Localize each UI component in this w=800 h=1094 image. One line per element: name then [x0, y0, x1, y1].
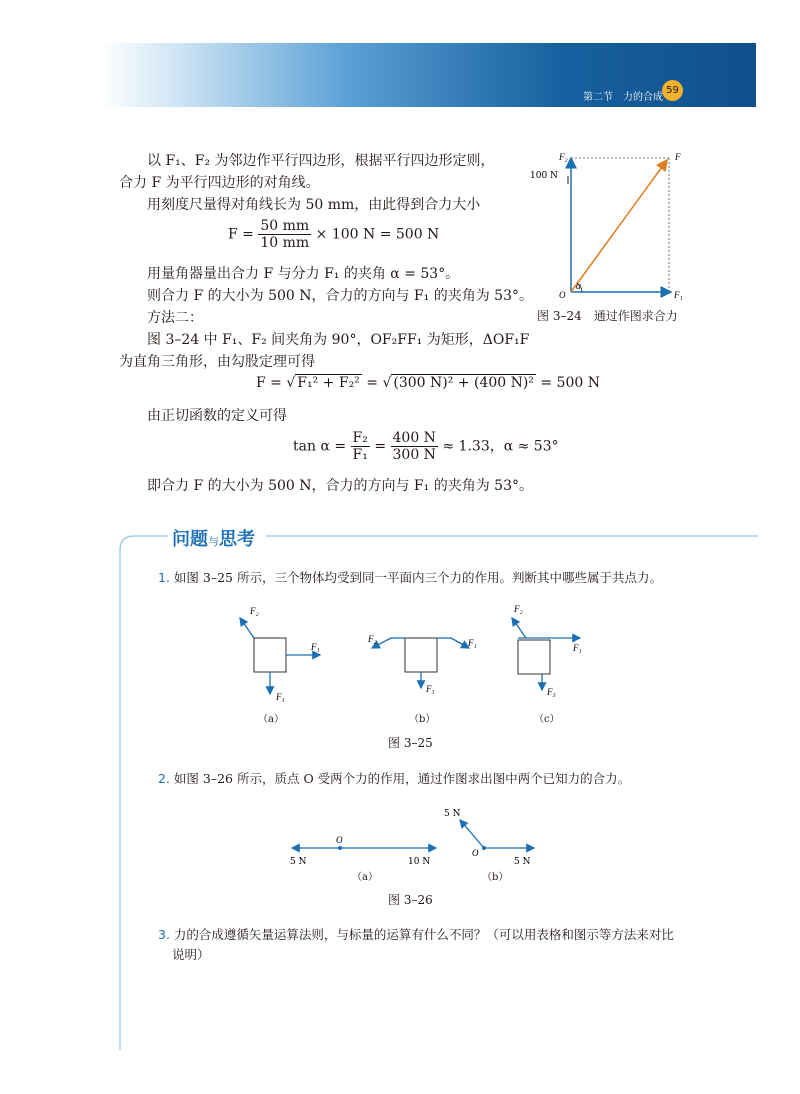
fig326-sub-a: （a） — [352, 872, 378, 883]
body-line-7: 图 3–24 中 F₁、F₂ 间夹角为 90°，OF₂FF₁ 为矩形，ΔOF₁F — [147, 332, 530, 348]
fig325-sub-a: （a） — [258, 714, 284, 725]
fig326b-right-label: 5 N — [514, 857, 531, 867]
fig325c-f2-arrow — [512, 618, 526, 638]
question-2-text: 如图 3–26 所示，质点 O 受两个力的作用，通过作图求出图中两个已知力的合力。 — [173, 771, 631, 786]
question-3 — [158, 925, 674, 945]
question-1-text: 如图 3–25 所示，三个物体均受到同一平面内三个力的作用。判断其中哪些属于共点力。 — [173, 570, 662, 585]
resultant-vector — [571, 160, 667, 292]
question-3-text-cont: 说明） — [172, 947, 210, 962]
fig325b-f3-label: F₃ — [426, 684, 435, 694]
header-section-title: 第二节 力的合成 — [583, 92, 663, 103]
fig325a-f2-arrow — [240, 618, 254, 638]
eq3-num2: 400 N — [392, 430, 436, 446]
section-title — [172, 525, 255, 551]
figure-3-26-caption: 图 3–26 — [388, 893, 433, 907]
body-line-1: 以 F₁、F₂ 为邻边作平行四边形，根据平行四边形定则， — [147, 153, 495, 169]
fig326a-point-o — [338, 846, 342, 850]
fig326a-left-label: 5 N — [290, 857, 307, 867]
fig325a-f2-label: F₂ — [250, 606, 259, 616]
fig325c-box — [518, 640, 550, 674]
figure-3-24 — [528, 146, 688, 306]
fig325c-f2-label: F₂ — [514, 604, 523, 614]
eq2-radicand-2: (300 N)² + (400 N)² — [393, 375, 534, 391]
fig325b-f1-arrow — [451, 638, 469, 648]
fig325b-f2-label: F₂ — [368, 634, 377, 644]
page-number: 59 — [662, 80, 683, 101]
section-title-a: 问题 — [172, 529, 208, 550]
eq3-fraction-1 — [351, 430, 370, 463]
fig326-sub-b: （b） — [482, 872, 509, 883]
eq1-fraction — [258, 218, 311, 251]
fig326b-point-o — [482, 846, 486, 850]
eq3-num1: F₂ — [352, 430, 368, 446]
figure-3-25-caption: 图 3–25 — [388, 736, 433, 750]
fig324-f1-label: F₁ — [674, 290, 683, 300]
eq3-eq: = — [374, 438, 387, 455]
fig324-scale-label: 100 N — [530, 171, 558, 181]
body-line-10: 即合力 F 的大小为 500 N，合力的方向与 F₁ 的夹角为 53°。 — [147, 478, 533, 494]
fig325-sub-b: （b） — [409, 714, 436, 725]
body-line-3: 用刻度尺量得对角线长为 50 mm，由此得到合力大小 — [147, 197, 481, 213]
eq2-rhs: = 500 N — [540, 375, 600, 391]
body-line-9: 由正切函数的定义可得 — [147, 408, 287, 424]
eq3-fraction-2 — [391, 430, 438, 463]
section-title-b: 思考 — [219, 529, 255, 550]
eq3-den2: 300 N — [392, 447, 436, 463]
equation-3 — [293, 430, 559, 463]
body-line-8: 为直角三角形，由勾股定理可得 — [119, 354, 315, 370]
sqrt-sign-2: √ — [382, 375, 392, 391]
fig325c-f1-label: F₁ — [573, 643, 582, 653]
section-title-yu: 与 — [208, 535, 219, 548]
eq1-den: 10 mm — [260, 235, 310, 251]
question-2 — [158, 769, 630, 789]
body-line-5: 则合力 F 的大小为 500 N，合力的方向与 F₁ 的夹角为 53°。 — [147, 288, 533, 304]
fig326b-o-label: O — [472, 848, 479, 858]
figure-3-26 — [286, 800, 546, 870]
eq1-rhs: × 100 N = 500 N — [315, 226, 440, 243]
fig324-f-label: F — [675, 152, 681, 162]
eq3-den1: F₁ — [352, 447, 368, 463]
question-2-number: 2. — [158, 771, 170, 786]
eq1-num: 50 mm — [260, 218, 310, 234]
eq1-lhs: F = — [228, 226, 254, 243]
question-1-number: 1. — [158, 570, 170, 585]
eq2-mid: = — [366, 375, 378, 391]
question-3-number: 3. — [158, 927, 170, 942]
figure-3-25 — [236, 600, 596, 710]
eq2-lhs: F = — [256, 375, 282, 391]
question-3-text: 力的合成遵循矢量运算法则，与标量的运算有什么不同？（可以用表格和图示等方法来对比 — [173, 927, 674, 942]
fig325c-f3-label: F₃ — [547, 687, 556, 697]
fig325b-box — [405, 638, 437, 672]
fig325a-f1-label: F₁ — [311, 642, 320, 652]
fig326b-up-arrow — [460, 820, 484, 848]
equation-1 — [228, 218, 439, 251]
fig326a-right-label: 10 N — [408, 857, 431, 867]
fig326a-o-label: O — [336, 835, 343, 845]
fig325a-f3-label: F₃ — [276, 692, 285, 702]
fig324-f2-label: F₂ — [559, 152, 568, 162]
figure-3-24-caption: 图 3–24 通过作图求合力 — [537, 309, 678, 323]
eq2-radicand-1: F₁² + F₂² — [297, 375, 360, 391]
equation-2 — [256, 375, 600, 391]
sqrt-sign-1: √ — [286, 375, 296, 391]
eq3-lhs: tan α = — [293, 438, 347, 455]
body-line-4: 用量角器量出合力 F 与分力 F₁ 的夹角 α = 53°。 — [147, 266, 460, 282]
fig324-alpha-label: α — [576, 281, 581, 291]
body-line-6: 方法二： — [147, 310, 203, 326]
eq3-rhs: ≈ 1.33，α ≈ 53° — [442, 438, 559, 455]
fig325a-box — [254, 638, 286, 672]
fig325-sub-c: （c） — [534, 714, 560, 725]
fig325b-f1-label: F₁ — [468, 638, 477, 648]
question-1 — [158, 568, 662, 588]
body-line-2: 合力 F 为平行四边形的对角线。 — [119, 175, 320, 191]
fig324-o-label: O — [559, 290, 566, 300]
fig326b-up-label: 5 N — [444, 809, 461, 819]
